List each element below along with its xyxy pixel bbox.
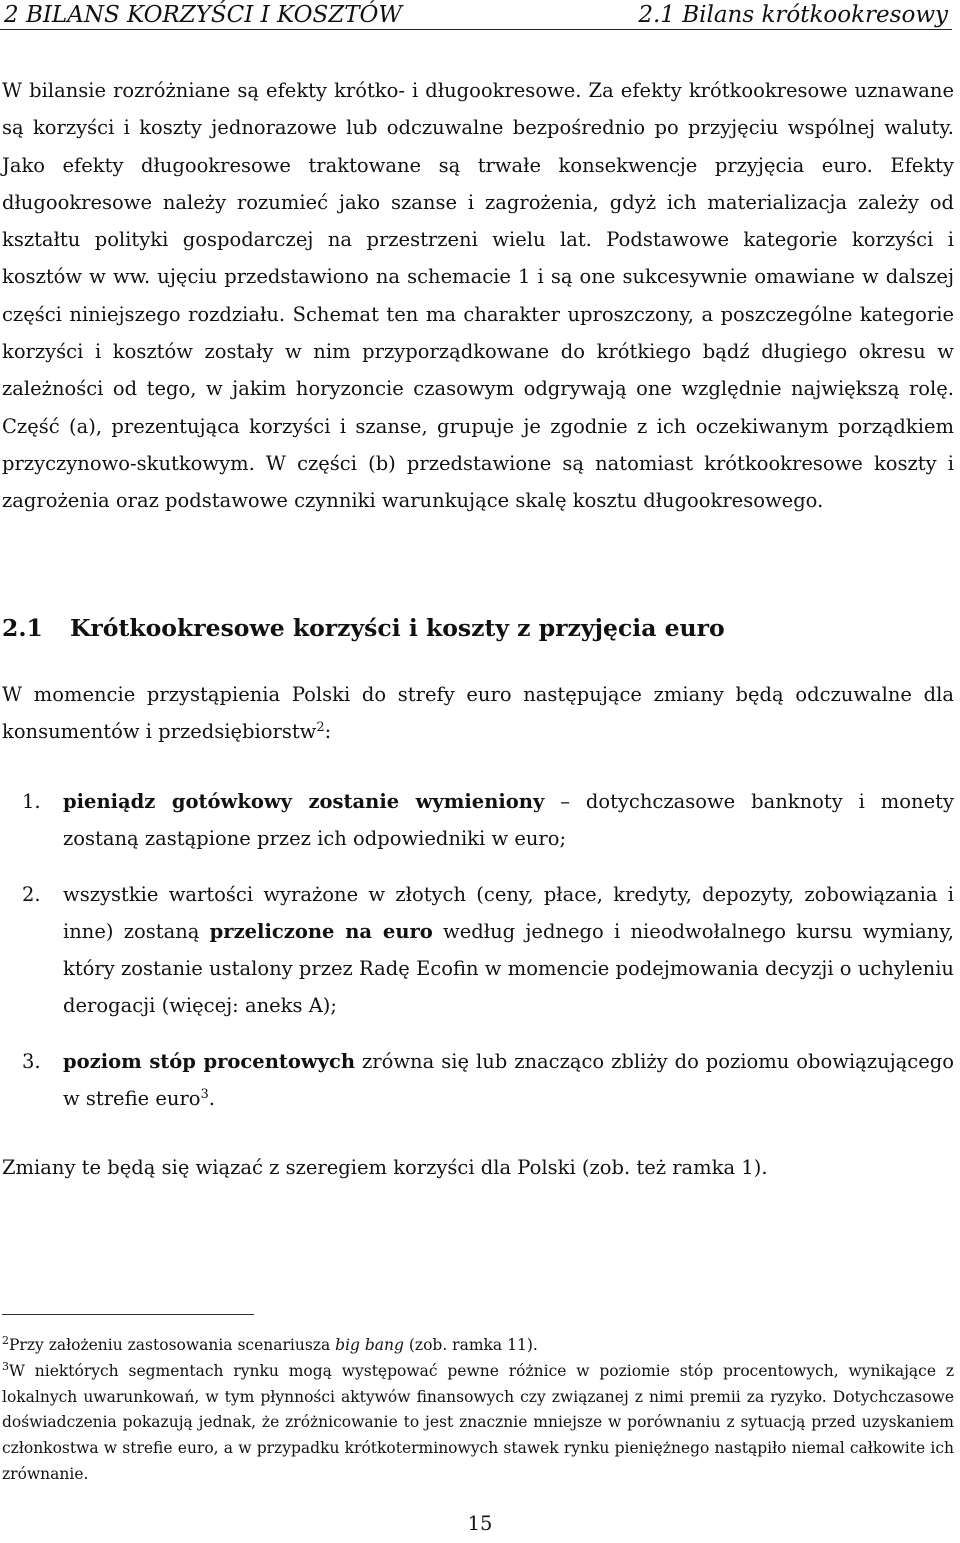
intro-paragraph: W bilansie rozróżniane są efekty krótko- i długookresowe. Za efekty krótkookresowe uznawane są korzyści i koszty jednorazowe lub odczuwalne bezpośrednio po przyjęciu wspólnej waluty. Jako efekty długookresowe traktowane są trwałe konsekwencje przyjęcia euro. Efekty długookresowe należy rozumieć jako szanse i zagrożenia, gdyż ich materializacja zależy od kształtu polityki gospodarczej na przestrzeni wielu lat. Podstawowe kategorie korzyści i kosztów w ww. ujęciu przedstawiono na schemacie 1 i są one sukcesywnie omawiane w dalszej części niniejszego rozdziału. Schemat ten ma charakter uproszczony, a poszczególne kategorie korzyści i kosztów zostały w nim przyporządkowane do krótkiego bądź długiego okresu w zależności od tego, w jakim horyzoncie czasowym odgrywają one względnie największą rolę. Część (a), prezentująca korzyści i szanse, grupuje je zgodnie z ich oczekiwanym porządkiem przyczynowo-skutkowym. W części (b) przedstawione są natomiast krótkookresowe koszty i zagrożenia oraz podstawowe czynniki warunkujące skalę kosztu długookresowego. [2,79,954,513]
list-item-bold-text: pieniądz gotówkowy zostanie wymieniony [63,790,545,813]
footnote-ref-3[interactable]: 3 [200,1086,209,1102]
footnote-divider [2,1314,254,1315]
list-item-text: zrówna się lub znacząco zbliży do poziomu obowiązującego w strefie euro [63,1050,954,1110]
running-header [0,0,952,30]
footnote-text: W niektórych segmentach rynku mogą występować pewne różnice w poziomie stóp procentowych, wynikające z lokalnych uwarunkowań, w tym płynności aktywów finansowych czy związanej z nimi premii za ryzyko. Dotychczasowe doświadczenia pokazują jednak, że zróżnicowanie to jest znacznie mniejsze w porównaniu z sytuacją przed uzyskaniem członkostwa w strefie euro, a w przypadku krótkoterminowych stawek rynku pieniężnego nastąpiło niemal całkowite ich zrównanie. [2,1362,954,1483]
section-heading [2,610,952,646]
footnote-mark: 2 [2,1333,9,1347]
header-chapter-title: 2 BILANS KORZYŚCI I KOSZTÓW [4,2,403,28]
list-item-1 [2,783,954,857]
list-item-text: według jednego i nieodwołalnego kursu wymiany, który zostanie ustalony przez Radę Ecofin w momencie podejmowania decyzji o uchyleniu derogacji (więcej: aneks A); [63,920,954,1017]
closing-paragraph: Zmiany te będą się wiązać z szeregiem korzyści dla Polski (zob. też ramka 1). [2,1156,768,1179]
footnote-italic-term: big bang [335,1336,404,1354]
header-section-title: 2.1 Bilans krótkookresowy [638,2,948,28]
footnote-text-before: Przy założeniu zastosowania scenariusza [9,1336,336,1354]
list-item-3 [2,1043,954,1117]
section-number: 2.1 [2,614,43,642]
list-item-text: – dotychczasowe banknoty i monety zostaną zastąpione przez ich odpowiedniki w euro; [63,790,954,850]
footnote-ref-2[interactable]: 2 [316,720,325,736]
section-intro-suffix: : [324,720,332,744]
section-title: Krótkookresowe korzyści i koszty z przyjęcia euro [70,614,725,642]
section-intro-text: W momencie przystąpienia Polski do strefy euro następujące zmiany będą odczuwalne dla konsumentów i przedsiębiorstw [2,683,954,744]
list-item-text-before: wszystkie wartości wyrażone w złotych (ceny, płace, kredyty, depozyty, zobowiązania i inne) zostaną [63,883,954,943]
list-marker: 1. [22,790,41,813]
list-item-suffix: . [208,1087,215,1110]
footnote-mark: 3 [2,1359,9,1373]
list-marker: 3. [22,1050,41,1073]
section-intro-paragraph [2,676,954,751]
list-item-bold-text: poziom stóp procentowych [63,1050,356,1073]
list-item-2 [2,876,954,1024]
footnote-text-after: (zob. ramka 11). [403,1336,538,1354]
list-item-bold-text: przeliczone na euro [209,920,433,943]
page-number: 15 [467,1512,493,1535]
list-marker: 2. [22,883,41,906]
footnote-2 [2,1333,954,1359]
footnote-3 [2,1359,954,1488]
